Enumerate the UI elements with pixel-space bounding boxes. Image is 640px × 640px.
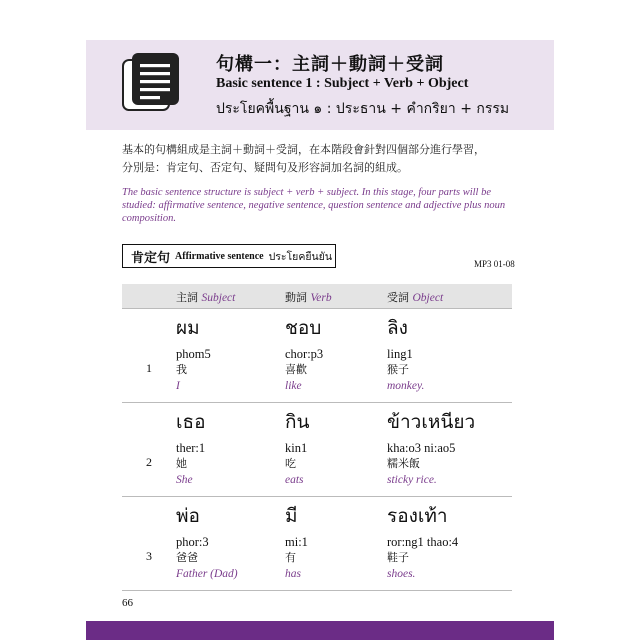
intro-chinese-line1: 基本的句構組成是主詞＋動詞＋受詞，在本階段會針對四個部分進行學習， [122,143,485,156]
table-row [122,497,512,591]
thai-word: มี [285,505,298,527]
chinese-meaning: 喜歡 [285,363,307,376]
header-verb [285,289,332,306]
intro-english: The basic sentence structure is subject + verb + subject. In this stage, four parts will be studied: affirmative sentence, negative sentence, question sentence and adjective plus noun composition. [122,187,506,224]
header-subject [176,289,235,306]
thai-word: ข้าวเหนียว [387,411,476,433]
romanization: kha:o3 ni:ao5 [387,441,456,455]
intro-chinese [122,141,522,177]
document-lines-icon [122,52,180,114]
page-title-english: Basic sentence 1 : Subject + Verb + Object [216,76,469,91]
book-page [86,0,554,640]
romanization: mi:1 [285,535,308,549]
section-heading-chinese: 肯定句 [131,250,171,266]
thai-word: กิน [285,411,310,433]
romanization: ling1 [387,347,413,361]
row-number: 1 [146,361,152,375]
thai-word: เธอ [176,411,206,433]
object-cell [387,503,458,582]
romanization: chor:p3 [285,347,324,361]
chinese-meaning: 有 [285,551,296,564]
page-title-thai: ประโยคพื้นฐาน ๑ : ประธาน + คำกริยา + กรรม [216,101,510,117]
section-heading-box [122,244,336,268]
chinese-meaning: 她 [176,457,187,470]
verb-cell [285,409,310,488]
audio-track-label: MP3 01-08 [474,259,515,269]
chinese-meaning: 爸爸 [176,551,198,564]
chinese-meaning: 猴子 [387,363,409,376]
verb-cell [285,503,308,582]
english-meaning: like [285,380,302,392]
english-meaning: She [176,474,193,486]
header-subject-zh: 主詞 [176,291,198,304]
object-cell [387,315,424,394]
romanization: phom5 [176,347,211,361]
table-row [122,403,512,497]
verb-cell [285,315,323,394]
header-subject-en: Subject [201,292,236,304]
chinese-meaning: 我 [176,363,187,376]
header-object [387,289,443,306]
thai-word: พ่อ [176,505,200,527]
thai-word: รองเท้า [387,505,448,527]
romanization: phor:3 [176,535,209,549]
table-row [122,309,512,403]
english-meaning: has [285,568,301,580]
footer-band [86,621,554,640]
vocabulary-table [122,284,512,591]
header-verb-zh: 動詞 [285,291,307,304]
romanization: kin1 [285,441,308,455]
english-meaning: sticky rice. [387,474,437,486]
chinese-meaning: 鞋子 [387,551,409,564]
object-cell [387,409,475,488]
header-object-en: Object [412,292,444,304]
english-meaning: eats [285,474,304,486]
thai-word: ลิง [387,317,408,339]
subject-cell [176,503,238,582]
english-meaning: monkey. [387,380,425,392]
thai-word: ชอบ [285,317,322,339]
section-heading-english: Affirmative sentence [175,250,264,262]
page-title-chinese: 句構一：主詞＋動詞＋受詞 [216,54,444,74]
subject-cell [176,315,211,394]
row-number: 3 [146,549,152,563]
chinese-meaning: 糯米飯 [387,457,420,470]
romanization: ror:ng1 thao:4 [387,535,459,549]
page-number: 66 [122,597,133,609]
romanization: ther:1 [176,441,206,455]
table-header [122,284,512,309]
chinese-meaning: 吃 [285,457,296,470]
intro-chinese-line2: 分別是：肯定句、否定句、疑問句及形容詞加名詞的組成。 [122,161,408,174]
header-object-zh: 受詞 [387,291,409,304]
subject-cell [176,409,206,488]
english-meaning: Father (Dad) [176,568,238,580]
english-meaning: shoes. [387,568,416,580]
thai-word: ผม [176,317,200,339]
header-verb-en: Verb [310,292,332,304]
section-heading-thai: ประโยคยืนยัน [268,250,333,263]
row-number: 2 [146,455,152,469]
english-meaning: I [176,380,180,392]
